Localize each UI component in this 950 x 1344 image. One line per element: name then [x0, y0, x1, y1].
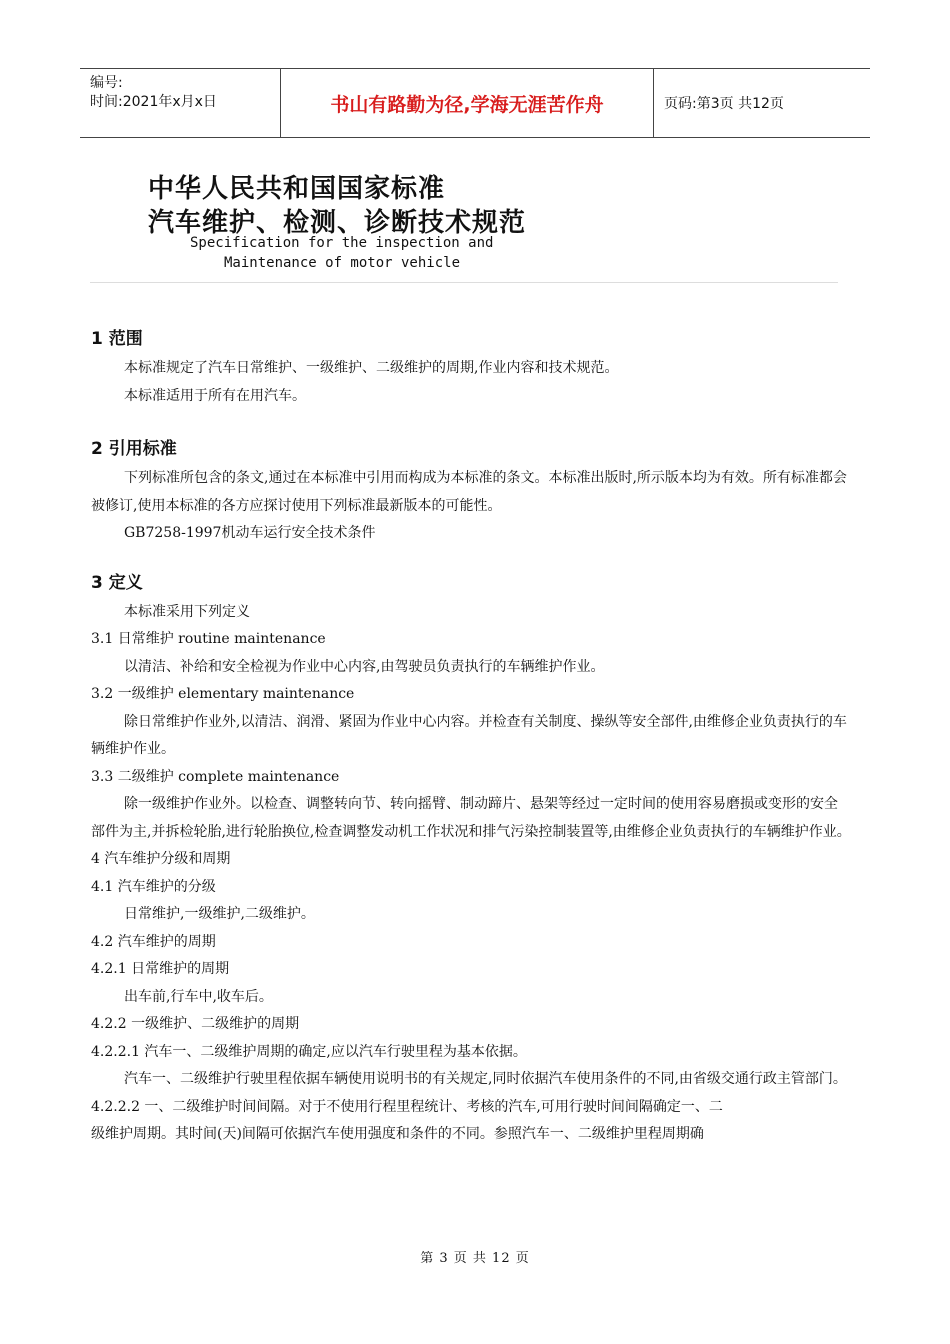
paragraph: 以清洁、补给和安全检视为作业中心内容,由驾驶员负责执行的车辆维护作业。 [124, 658, 605, 675]
paragraph: 除一级维护作业外。以检查、调整转向节、转向摇臂、制动蹄片、悬架等经过一定时间的使用容易磨损或变形的安全部件为主,并拆检轮胎,进行轮胎换位,检查调整发动机工作状况和排气污染控制装置等,由维修企业负责执行的车辆维护作业。 [91, 796, 851, 840]
header-divider [653, 69, 654, 137]
doc-subtitle: 汽车维护、检测、诊断技术规范 [148, 208, 527, 238]
subsection-heading: 4.2.1 日常维护的周期 [91, 961, 230, 977]
subsection-heading: 3.2 一级维护 elementary maintenance [91, 686, 355, 702]
time-label: 时间:2021年x月x日 [90, 94, 217, 110]
section-heading: 1 范围 [91, 329, 143, 349]
header-meta [80, 69, 280, 137]
doc-title: 中华人民共和国国家标准 [148, 174, 446, 204]
doc-english-title-line1: Specification for the inspection and [190, 235, 494, 251]
paragraph: 4.2.2.2 一、二级维护时间间隔。对于不使用行程里程统计、考核的汽车,可用行驶时间间隔确定一、二 [91, 1098, 723, 1115]
header-page-info: 页码:第3页 共12页 [664, 96, 784, 112]
document-body [91, 326, 851, 1149]
subsection-heading: 4.2.2 一级维护、二级维护的周期 [91, 1016, 300, 1032]
subsection-heading: 3.3 二级维护 complete maintenance [91, 768, 340, 785]
subsection-heading: 4.1 汽车维护的分级 [91, 878, 216, 895]
subsection-heading: 3.1 日常维护 routine maintenance [91, 631, 326, 647]
subsection-heading: 4.2 汽车维护的周期 [91, 933, 216, 950]
subsection-heading: 4 汽车维护分级和周期 [91, 851, 231, 867]
paragraph: GB7258-1997机动车运行安全技术条件 [124, 525, 376, 541]
page-header [80, 68, 870, 138]
section-heading: 2 引用标准 [91, 439, 177, 459]
paragraph: 汽车一、二级维护行驶里程依据车辆使用说明书的有关规定,同时依据汽车使用条件的不同,由省级交通行政主管部门。 [124, 1071, 847, 1087]
subsection-heading: 4.2.2.1 汽车一、二级维护周期的确定,应以汽车行驶里程为基本依据。 [91, 1043, 527, 1060]
page-footer: 第 3 页 共 12 页 [420, 1251, 530, 1266]
number-label: 编号: [90, 75, 123, 91]
paragraph: 本标准适用于所有在用汽车。 [124, 387, 306, 404]
paragraph: 出车前,行车中,收车后。 [124, 988, 273, 1005]
paragraph: 日常维护,一级维护,二级维护。 [124, 906, 315, 922]
title-divider [90, 282, 838, 283]
doc-english-title-line2: Maintenance of motor vehicle [224, 255, 461, 271]
paragraph: 本标准规定了汽车日常维护、一级维护、二级维护的周期,作业内容和技术规范。 [124, 360, 619, 376]
section-heading: 3 定义 [91, 572, 143, 593]
paragraph: 级维护周期。其时间(天)间隔可依据汽车使用强度和条件的不同。参照汽车一、二级维护里程周期确 [91, 1126, 704, 1142]
paragraph: 下列标准所包含的条文,通过在本标准中引用而构成为本标准的条文。本标准出版时,所示版本均为有效。所有标准都会被修订,使用本标准的各方应探讨使用下列标准最新版本的可能性。 [91, 470, 847, 514]
paragraph: 本标准采用下列定义 [124, 603, 250, 620]
header-motto: 书山有路勤为径,学海无涯苦作舟 [330, 93, 604, 116]
paragraph: 除日常维护作业外,以清洁、润滑、紧固为作业中心内容。并检查有关制度、操纵等安全部件,由维修企业负责执行的车辆维护作业。 [91, 713, 847, 757]
